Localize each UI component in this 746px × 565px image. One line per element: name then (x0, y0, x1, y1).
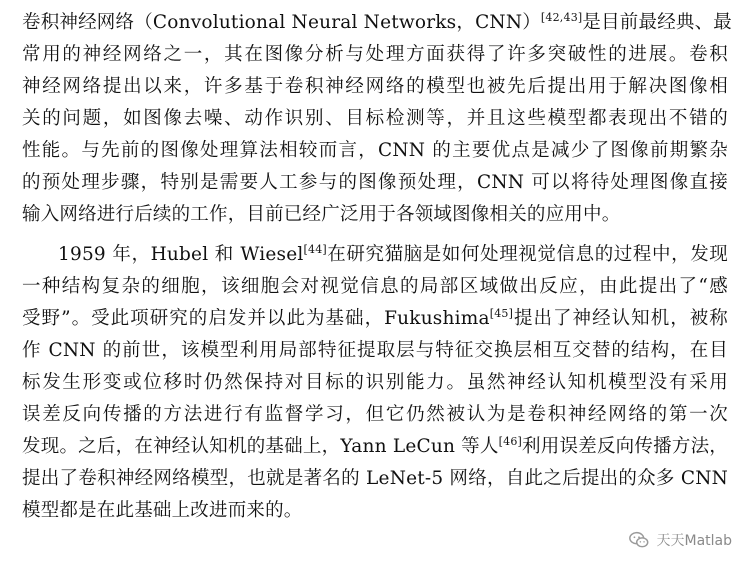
text-line: 提出了卷积神经网络模型，也就是著名的 LeNet-5 网络，自此之后提出的众多 CNN (22, 468, 728, 489)
citation-marker: [42,43] (540, 10, 583, 24)
watermark-text: 天天Matlab (656, 533, 732, 549)
text-line: 模型都是在此基础上改进而来的。 (22, 500, 303, 521)
text-line: 一种结构复杂的细胞，该细胞会对视觉信息的局部区域做出反应，由此提出了“感 (22, 276, 728, 297)
wechat-icon (628, 529, 650, 551)
text-line: 1959 年，Hubel 和 Wiesel[44]在研究猫脑是如何处理视觉信息的过程中，发现 (58, 242, 729, 265)
text-line: 的预处理步骤，特别是需要人工参与的图像预处理，CNN 可以将待处理图像直接 (22, 172, 728, 193)
text-line: 输入网络进行后续的工作，目前已经广泛用于各领域图像相关的应用中。 (22, 204, 621, 225)
text-line: 标发生形变或位移时仍然保持对目标的识别能力。虽然神经认知机模型没有采用 (22, 372, 728, 393)
citation-marker: [44] (303, 242, 327, 256)
text-line: 作 CNN 的前世，该模型利用局部特征提取层与特征交换层相互交替的结构，在目 (22, 340, 728, 361)
text-line: 发现。之后，在神经认知机的基础上，Yann LeCun 等人[46]利用误差反向传播方法， (22, 434, 729, 457)
text-line: 误差反向传播的方法进行有监督学习，但它仍然被认为是卷积神经网络的第一次 (22, 404, 728, 425)
citation-marker: [46] (498, 434, 523, 448)
text-line: 关的问题，如图像去噪、动作识别、目标检测等，并且这些模型都表现出不错的 (22, 108, 728, 129)
text-line: 性能。与先前的图像处理算法相较而言，CNN 的主要优点是减少了图像前期繁杂 (22, 140, 728, 161)
text-line: 常用的神经网络之一，其在图像分析与处理方面获得了许多突破性的进展。卷积 (22, 44, 728, 65)
text-line: 受野”。受此项研究的启发并以此为基础，Fukushima[45]提出了神经认知机，被称 (22, 306, 729, 329)
citation-marker: [45] (489, 306, 514, 320)
watermark (628, 529, 732, 551)
text-line: 卷积神经网络（Convolutional Neural Networks，CNN）[42,43]是目前最经典、最 (22, 10, 732, 33)
text-line: 神经网络提出以来，许多基于卷积神经网络的模型也被先后提出用于解决图像相 (22, 76, 728, 97)
